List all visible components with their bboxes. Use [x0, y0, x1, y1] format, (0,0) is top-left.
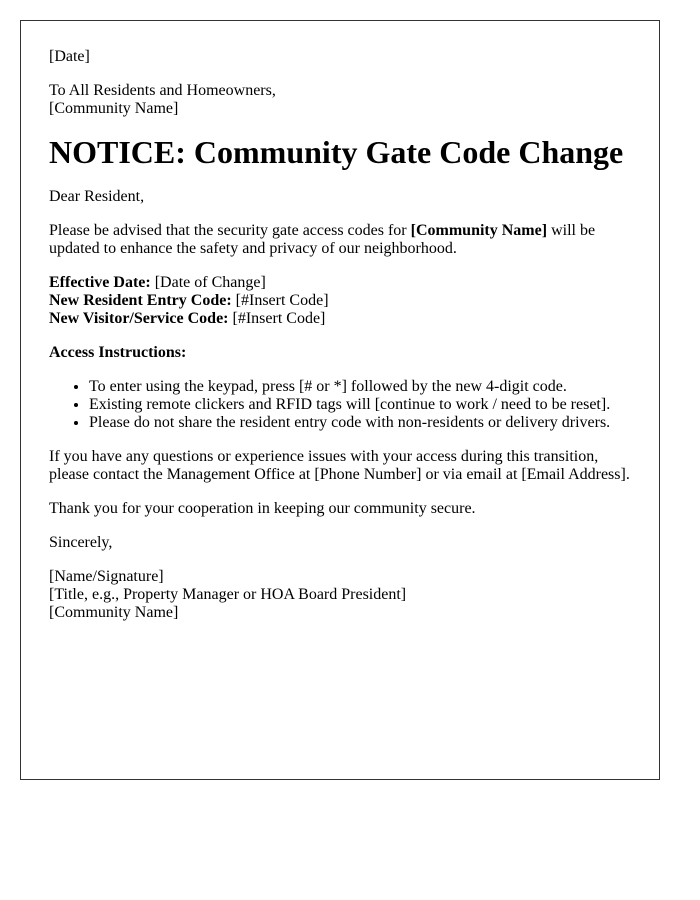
intro-paragraph [49, 222, 631, 258]
date-line [49, 48, 631, 66]
contact-text: If you have any questions or experience issues with your access during this transition, please contact the Management Office at [Phone Number] or via email at [Email Address]. [49, 448, 630, 483]
signature-block [49, 568, 631, 622]
resident-code-value: [#Insert Code] [231, 292, 329, 309]
thanks-paragraph [49, 500, 631, 518]
effective-date-label: Effective Date: [49, 274, 151, 291]
greeting-text: Dear Resident, [49, 188, 145, 205]
effective-date-value: [Date of Change] [150, 274, 266, 291]
date-text: [Date] [49, 48, 90, 65]
recipient-block [49, 82, 631, 118]
intro-text-after: will be updated to enhance the safety and privacy of our neighborhood. [49, 222, 596, 257]
instructions-heading [49, 344, 631, 362]
visitor-code-value: [#Insert Code] [228, 310, 326, 327]
signature-title: [Title, e.g., Property Manager or HOA Board President] [49, 586, 407, 603]
instructions-list [49, 378, 631, 432]
contact-paragraph [49, 448, 631, 484]
signature-community: [Community Name] [49, 604, 179, 621]
recipient-community: [Community Name] [49, 100, 179, 117]
closing-text: Sincerely, [49, 534, 113, 551]
effective-date-line [49, 274, 631, 292]
list-item: • Existing remote clickers and RFID tags will [continue to work / need to be reset]. [89, 396, 631, 414]
resident-code-line [49, 292, 631, 310]
visitor-code-label: New Visitor/Service Code: [49, 310, 229, 327]
list-item: • To enter using the keypad, press [# or *] followed by the new 4-digit code. [89, 378, 631, 396]
notice-title: NOTICE: Community Gate Code Change [49, 134, 624, 170]
list-item: • Please do not share the resident entry code with non-residents or delivery drivers. [89, 414, 631, 432]
code-details [49, 274, 631, 328]
closing [49, 534, 631, 552]
recipient-line: To All Residents and Homeowners, [49, 82, 276, 99]
intro-community-name: [Community Name] [410, 222, 548, 239]
instructions-heading-text: Access Instructions: [49, 344, 187, 361]
thanks-text: Thank you for your cooperation in keeping our community secure. [49, 500, 476, 517]
letter-page [20, 20, 660, 780]
signature-name: [Name/Signature] [49, 568, 164, 585]
intro-text-before: Please be advised that the security gate access codes for [49, 222, 411, 239]
resident-code-label: New Resident Entry Code: [49, 292, 232, 309]
visitor-code-line [49, 310, 631, 328]
greeting [49, 188, 631, 206]
